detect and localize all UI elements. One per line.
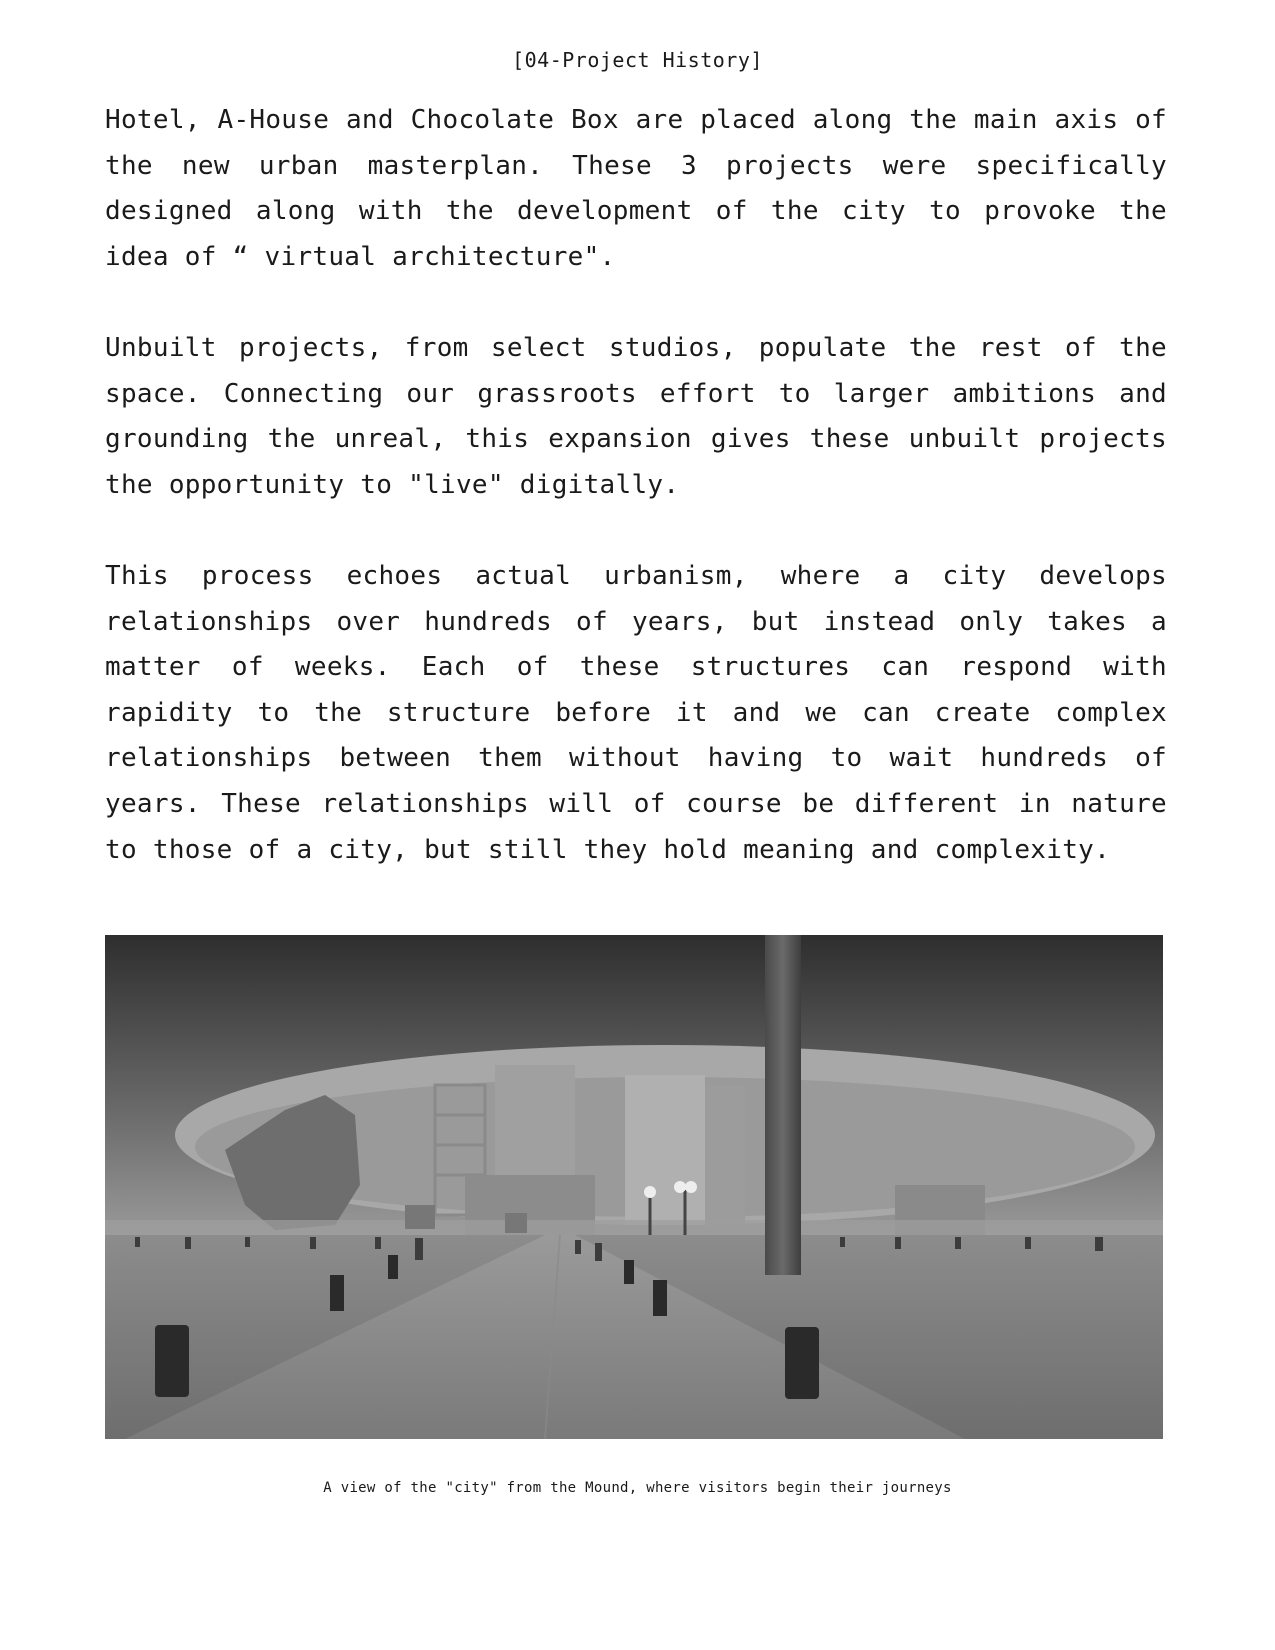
paragraph-1: Hotel, A-House and Chocolate Box are placed along the main axis of the new urban masterplan. These 3 projects were specifically designed along with the development of the city to provoke the idea of “ virtual architecture". <box>105 105 1167 272</box>
city-view-image <box>105 935 1163 1439</box>
figure-caption: A view of the "city" from the Mound, where visitors begin their journeys <box>323 1480 952 1496</box>
paragraph-3: This process echoes actual urbanism, where a city develops relationships over hundreds of years, but instead only takes a matter of weeks. Each of these structures can respond with rapidity to the structure before it and we can create complex relationships between them without having to wait hundreds of years. These relationships will of course be different in nature to those of a city, but still they hold meaning and complexity. <box>105 561 1167 865</box>
paragraph-2: Unbuilt projects, from select studios, populate the rest of the space. Connecting our grassroots effort to larger ambitions and grounding the unreal, this expansion gives these unbuilt projects the opportunity to "live" digitally. <box>105 333 1167 500</box>
page-header: [04-Project History] <box>512 48 763 72</box>
